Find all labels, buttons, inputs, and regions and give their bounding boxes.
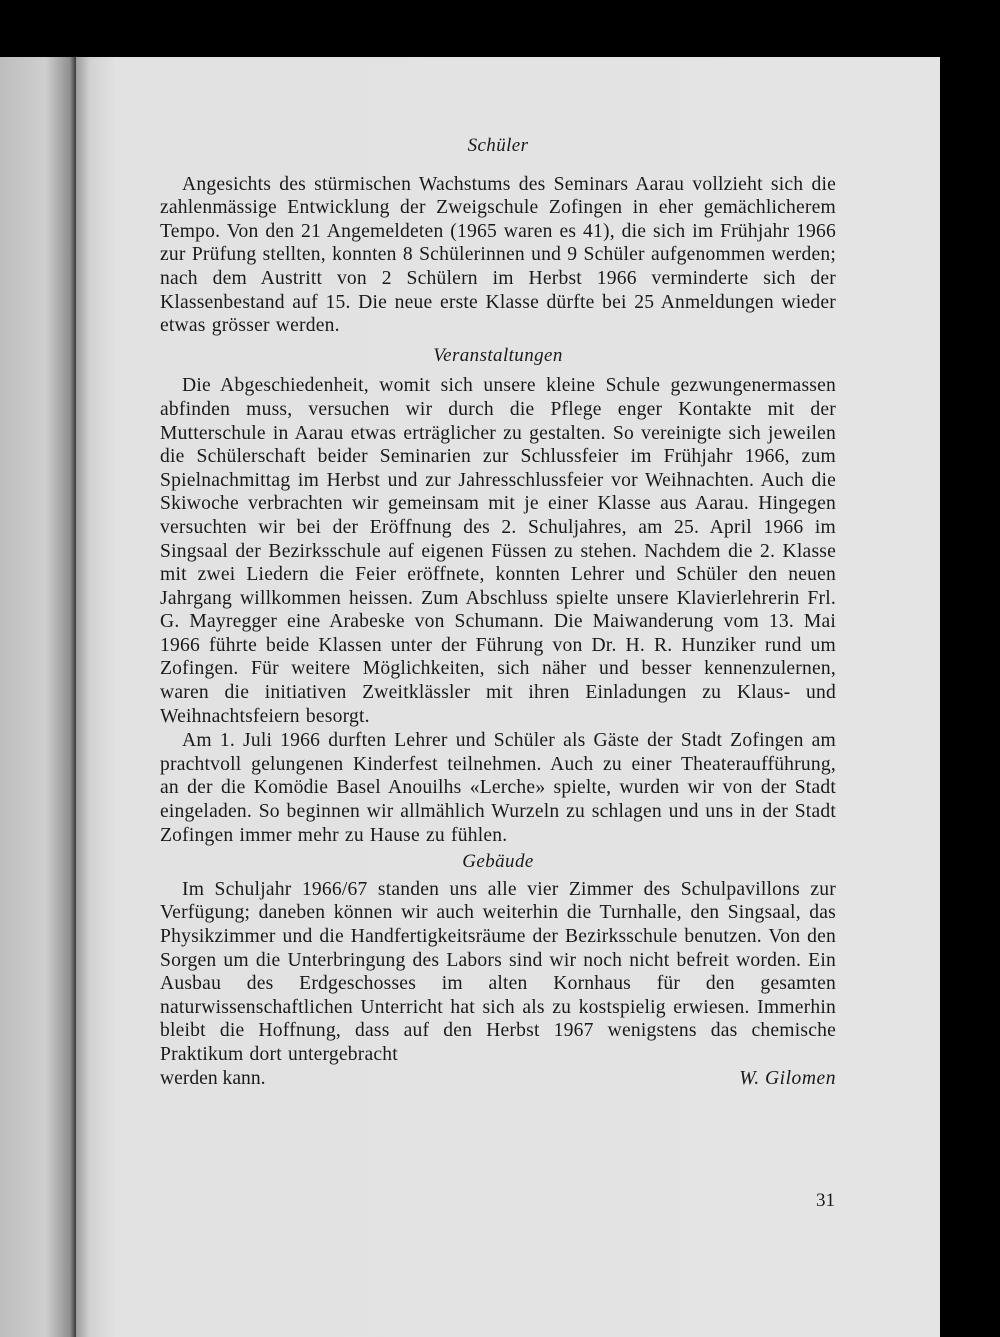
heading-veranstaltungen: Veranstaltungen — [433, 344, 563, 366]
heading-gebaeude: Gebäude — [462, 851, 534, 873]
paragraph-veranstaltungen-2: Am 1. Juli 1966 durften Lehrer und Schüler als Gäste der Stadt Zofingen am prachtvoll gelungenen Kinderfest teilnehmen. Auch zu einer Theateraufführung, an der die Komödie Basel Anouilhs «Lerche» spielte, wurden wir von der Stadt eingeladen. So beginnen wir allmählich Wurzeln zu schlagen und uns in der Stadt Zofingen immer mehr zu Hause zu fühlen. — [160, 730, 836, 846]
signature: W. Gilomen — [739, 1067, 836, 1089]
document-page — [76, 57, 940, 1337]
paragraph-veranstaltungen-1: Die Abgeschiedenheit, womit sich unsere kleine Schule gezwungenermassen abfinden muss, versuchen wir durch die Pflege enger Kontakte mit der Mutterschule in Aarau etwas erträglicher zu gestalten. So vereinigte sich jeweilen die Schülerschaft beider Seminarien zur Schlussfeier im Frühjahr 1966, zum Spielnachmittag im Herbst und zur Jahresschlussfeier vor Weihnachten. Auch die Skiwoche verbrachten wir gemeinsam mit je einer Klasse aus Aarau. Hingegen versuchten wir bei der Eröffnung des 2. Schuljahres, am 25. April 1966 im Singsaal der Bezirksschule auf eigenen Füssen zu stehen. Nachdem die 2. Klasse mit zwei Liedern die Feier eröffnete, konnten Lehrer und Schüler den neuen Jahrgang willkommen heissen. Zum Abschluss spielte unsere Klavierlehrerin Frl. G. Mayregger eine Arabeske von Schumann. Die Maiwanderung vom 13. Mai 1966 führte beide Klassen unter der Führung von Dr. H. R. Hunziker rund um Zofingen. Für weitere Möglichkeiten, sich näher und besser kennenzulernen, waren die initiativen Zweitklässler mit ihren Einladungen zu Klaus- und Weihnachtsfeiern besorgt. — [160, 375, 836, 727]
heading-schueler: Schüler — [467, 135, 529, 156]
page-content — [160, 134, 836, 1090]
paragraph-gebaeude: Im Schuljahr 1966/67 standen uns alle vier Zimmer des Schulpavillons zur Verfügung; daneben können wir auch weiterhin die Turnhalle, den Singsaal, das Physikzimmer und die Handfertigkeitsräume der Bezirksschule benutzen. Von den Sorgen um die Unterbringung des Labors sind wir noch nicht befreit worden. Ein Ausbau des Erdgeschosses im alten Kornhaus für den gesamten naturwissenschaftlichen Unterricht hat sich als zu kostspielig erwiesen. Immerhin bleibt die Hoffnung, dass auf den Herbst 1967 wenigstens das chemische Praktikum dort untergebracht — [160, 878, 836, 1065]
closing-line — [160, 1067, 836, 1091]
page-number: 31 — [816, 1190, 835, 1211]
paragraph-schueler: Angesichts des stürmischen Wachstums des Seminars Aarau vollzieht sich die zahlenmässige Entwicklung der Zweigschule Zofingen in eher gemächlicherem Tempo. Von den 21 Angemeldeten (1965 waren es 41), die sich im Frühjahr 1966 zur Prüfung stellten, konnten 8 Schülerinnen und 9 Schüler aufgenommen werden; nach dem Austritt von 2 Schülern im Herbst 1966 verminderte sich der Klassenbestand auf 15. Die neue erste Klasse dürfte bei 25 Anmeldungen wieder etwas grösser werden. — [160, 173, 836, 337]
left-page-edge — [0, 57, 76, 1337]
closing-text: werden kann. — [160, 1067, 266, 1089]
